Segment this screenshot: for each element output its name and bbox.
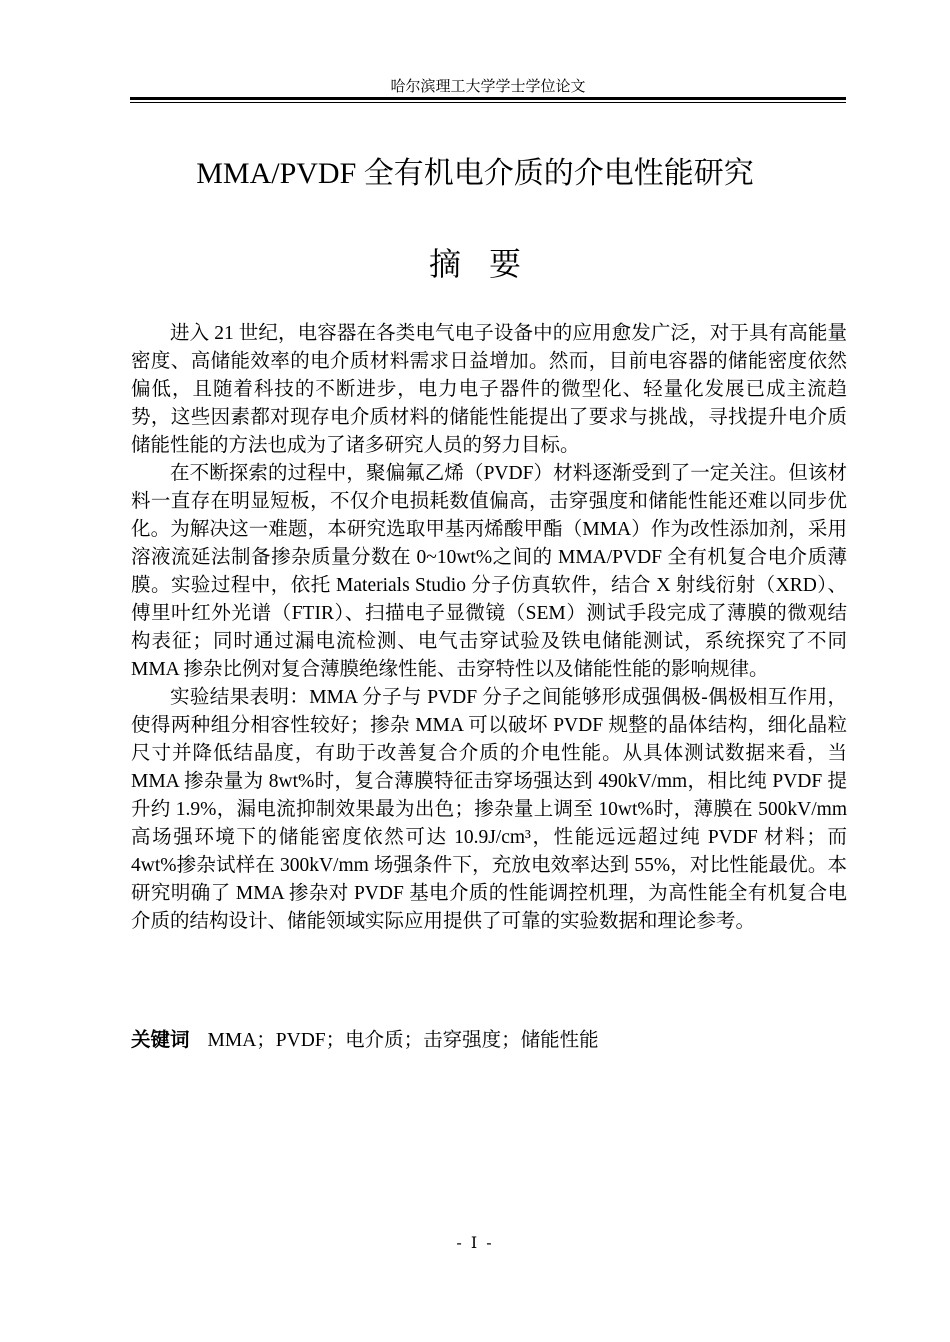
header-rule-thick	[130, 97, 846, 100]
page-number: - I -	[456, 1233, 494, 1252]
thesis-title: MMA/PVDF 全有机电介质的介电性能研究	[196, 157, 754, 190]
abstract-paragraph-3: 实验结果表明：MMA 分子与 PVDF 分子之间能够形成强偶极-偶极相互作用，使得两种组分相容性较好；掺杂 MMA 可以破坏 PVDF 规整的晶体结构，细化晶粒尺寸并降低结晶度，有助于改善复合介质的介电性能。从具体测试数据来看，当 MMA 掺杂量为 8wt%时，复合薄膜特征击穿场强达到 490kV/mm，相比纯 PVDF 提升约 1.9%，漏电流抑制效果最为出色；掺杂量上调至 10wt%时，薄膜在 500kV/mm 高场强环境下的储能密度依然可达 10.9J/cm³，性能远远超过纯 PVDF 材料；而 4wt%掺杂试样在 300kV/mm 场强条件下，充放电效率达到 55%，对比性能最优。本研究明确了 MMA 掺杂对 PVDF 基电介质的性能调控机理，为高性能全有机复合电介质的结构设计、储能领域实际应用提供了可靠的实验数据和理论参考。	[131, 687, 847, 932]
running-header: 哈尔滨理工大学学士学位论文	[390, 77, 586, 95]
keywords-line	[131, 1026, 847, 1055]
keywords-text: MMA；PVDF；电介质；击穿强度；储能性能	[207, 1030, 599, 1051]
abstract-paragraph-2: 在不断探索的过程中，聚偏氟乙烯（PVDF）材料逐渐受到了一定关注。但该材料一直存在明显短板，不仅介电损耗数值偏高，击穿强度和储能性能还难以同步优化。为解决这一难题，本研究选取甲基丙烯酸甲酯（MMA）作为改性添加剂，采用溶液流延法制备掺杂质量分数在 0~10wt%之间的 MMA/PVDF 全有机复合电介质薄膜。实验过程中，依托 Materials Studio 分子仿真软件，结合 X 射线衍射（XRD）、傅里叶红外光谱（FTIR）、扫描电子显微镜（SEM）测试手段完成了薄膜的微观结构表征；同时通过漏电流检测、电气击穿试验及铁电储能测试，系统探究了不同 MMA 掺杂比例对复合薄膜绝缘性能、击穿特性以及储能性能的影响规律。	[131, 463, 847, 680]
abstract-body	[131, 320, 847, 936]
keywords-label: 关键词	[131, 1028, 190, 1051]
abstract-heading: 摘要	[428, 245, 549, 283]
abstract-paragraph-1: 进入 21 世纪，电容器在各类电气电子设备中的应用愈发广泛，对于具有高能量密度、高储能效率的电介质材料需求日益增加。然而，目前电容器的储能密度依然偏低，且随着科技的不断进步，电力电子器件的微型化、轻量化发展已成主流趋势，这些因素都对现存电介质材料的储能性能提出了要求与挑战，寻找提升电介质储能性能的方法也成为了诸多研究人员的努力目标。	[131, 323, 847, 456]
header-rule-thin	[130, 102, 846, 103]
